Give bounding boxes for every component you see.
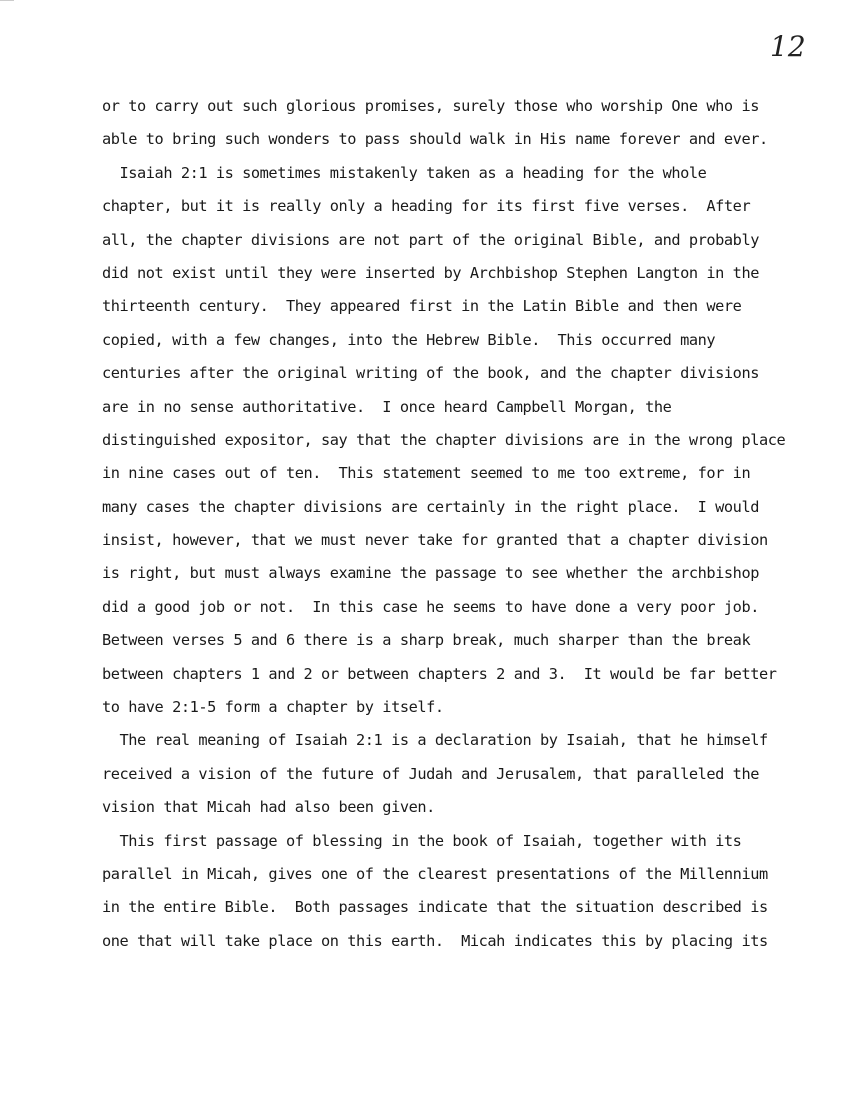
text-line: distinguished expositor, say that the chapter divisions are in the wrong place bbox=[102, 430, 786, 449]
text-line: The real meaning of Isaiah 2:1 is a declaration by Isaiah, that he himself bbox=[102, 731, 768, 750]
text-line: chapter, but it is really only a heading for its first five verses. After bbox=[102, 197, 751, 216]
text-line: copied, with a few changes, into the Hebrew Bible. This occurred many bbox=[102, 330, 716, 349]
text-line: This first passage of blessing in the book of Isaiah, together with its bbox=[102, 831, 742, 850]
text-line: between chapters 1 and 2 or between chapters 2 and 3. It would be far better bbox=[102, 664, 777, 683]
text-line: did a good job or not. In this case he seems to have done a very poor job. bbox=[102, 597, 759, 616]
text-line: in nine cases out of ten. This statement seemed to me too extreme, for in bbox=[102, 464, 751, 483]
text-line: thirteenth century. They appeared first in the Latin Bible and then were bbox=[102, 297, 742, 316]
text-line: Isaiah 2:1 is sometimes mistakenly taken as a heading for the whole bbox=[102, 163, 707, 182]
scan-corner-mark bbox=[0, 0, 14, 7]
text-line: parallel in Micah, gives one of the clearest presentations of the Millennium bbox=[102, 864, 768, 883]
text-line: received a vision of the future of Judah and Jerusalem, that paralleled the bbox=[102, 764, 759, 783]
text-line: insist, however, that we must never take for granted that a chapter division bbox=[102, 531, 768, 550]
text-line: vision that Micah had also been given. bbox=[102, 798, 435, 817]
text-line: centuries after the original writing of the book, and the chapter divisions bbox=[102, 364, 759, 383]
text-line: one that will take place on this earth. Micah indicates this by placing its bbox=[102, 931, 768, 950]
document-body bbox=[102, 90, 802, 958]
text-line: Between verses 5 and 6 there is a sharp break, much sharper than the break bbox=[102, 631, 751, 650]
text-line: many cases the chapter divisions are certainly in the right place. I would bbox=[102, 497, 759, 516]
text-line: in the entire Bible. Both passages indicate that the situation described is bbox=[102, 898, 768, 917]
text-line: are in no sense authoritative. I once heard Campbell Morgan, the bbox=[102, 397, 672, 416]
text-line: is right, but must always examine the passage to see whether the archbishop bbox=[102, 564, 759, 583]
page-number: 12 bbox=[770, 30, 806, 63]
text-line: did not exist until they were inserted by Archbishop Stephen Langton in the bbox=[102, 263, 759, 282]
text-line: all, the chapter divisions are not part of the original Bible, and probably bbox=[102, 230, 759, 249]
text-line: able to bring such wonders to pass should walk in His name forever and ever. bbox=[102, 130, 768, 149]
text-line: to have 2:1-5 form a chapter by itself. bbox=[102, 698, 444, 717]
text-line: or to carry out such glorious promises, surely those who worship One who is bbox=[102, 97, 759, 115]
